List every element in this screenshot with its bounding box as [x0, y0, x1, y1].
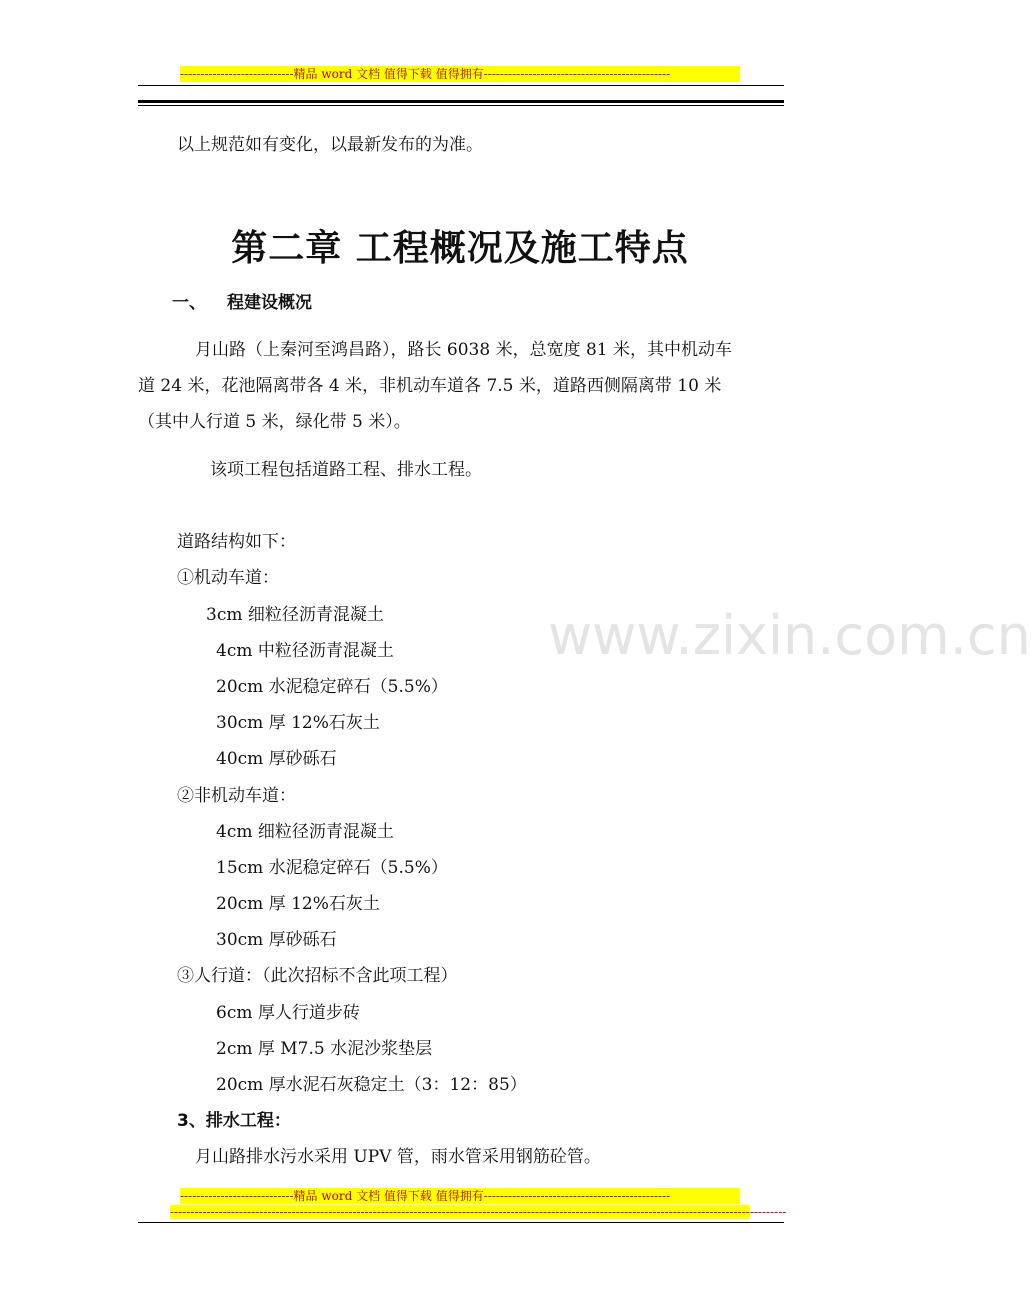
header-rule-bottom [138, 105, 784, 106]
para2: 该项工程包括道路工程、排水工程。 [210, 460, 482, 480]
sidewalk-heading: ③人行道：（此次招标不含此项工程） [177, 966, 458, 986]
footer-banner: ----------------------------精品 word 文档 值得下载 值得拥有---------------------------------------------- [180, 1188, 740, 1204]
footer-dash-line: -------------------------------------------------------------------------------------------------------------------------------------------------------- [170, 1205, 787, 1219]
nonmotor-heading: ②非机动车道： [177, 786, 296, 806]
nonmotor-layer: 20cm 厚 12%石灰土 [216, 894, 380, 914]
watermark: www.zixin.com.cn [548, 604, 1031, 667]
nonmotor-layer: 4cm 细粒径沥青混凝土 [216, 822, 394, 842]
motorway-heading: ①机动车道： [177, 568, 279, 588]
para1-line2: 道 24 米，花池隔离带各 4 米，非机动车道各 7.5 米，道路西侧隔离带 10 米 [138, 376, 722, 396]
intro-note: 以上规范如有变化，以最新发布的为准。 [177, 135, 483, 155]
nonmotor-layer: 15cm 水泥稳定碎石（5.5%） [216, 858, 448, 878]
header-rule-thin [138, 85, 784, 86]
header-rule-thick [138, 100, 784, 103]
sidewalk-layer: 2cm 厚 M7.5 水泥沙浆垫层 [216, 1039, 433, 1059]
para1-line1: 月山路（上秦河至鸿昌路），路长 6038 米，总宽度 81 米，其中机动车 [195, 340, 733, 360]
footer-rule [138, 1222, 784, 1223]
motorway-layer: 30cm 厚 12%石灰土 [216, 713, 380, 733]
header-banner: ----------------------------精品 word 文档 值得下载 值得拥有---------------------------------------------- [180, 66, 740, 82]
sidewalk-layer: 20cm 厚水泥石灰稳定土（3：12：85） [216, 1075, 527, 1095]
drainage-heading: 3、排水工程： [177, 1111, 291, 1131]
structure-heading: 道路结构如下： [177, 532, 296, 552]
motorway-layer: 40cm 厚砂砾石 [216, 749, 337, 769]
motorway-layer: 20cm 水泥稳定碎石（5.5%） [216, 677, 448, 697]
motorway-layer: 3cm 细粒径沥青混凝土 [206, 605, 384, 625]
section1-title: 程建设概况 [227, 293, 312, 313]
nonmotor-layer: 30cm 厚砂砾石 [216, 930, 337, 950]
sidewalk-layer: 6cm 厚人行道步砖 [216, 1003, 360, 1023]
para1-line3: （其中人行道 5 米，绿化带 5 米）。 [138, 412, 411, 432]
drainage-text: 月山路排水污水采用 UPV 管，雨水管采用钢筋砼管。 [195, 1147, 601, 1167]
section1-number: 一、 [172, 293, 206, 313]
chapter-title: 第二章 工程概况及施工特点 [231, 228, 689, 269]
motorway-layer: 4cm 中粒径沥青混凝土 [216, 641, 394, 661]
